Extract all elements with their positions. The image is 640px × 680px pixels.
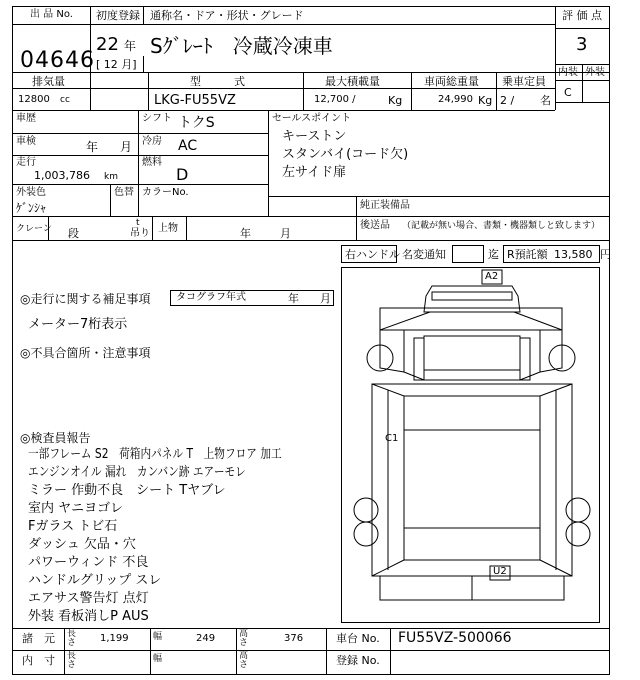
defects-label: ◎不具合箇所・注意事項 xyxy=(20,346,151,360)
until-label: 迄 xyxy=(488,248,499,261)
height-label: 高さ xyxy=(239,629,249,648)
original-equipment-label: 純正装備品 xyxy=(360,200,410,211)
name-change-notice-box xyxy=(452,245,484,263)
tachograph-month: 月 xyxy=(320,292,331,305)
max-load-unit: Kg xyxy=(388,94,403,107)
exterior-label: 外装 xyxy=(585,67,605,78)
inspection-year: 年 xyxy=(86,140,99,154)
inspector-line-6: ダッシュ 欠品・穴 xyxy=(28,537,136,552)
gross-weight-label: 車両総重量 xyxy=(424,75,479,88)
mileage-value: 1,003,786 xyxy=(34,169,90,182)
first-registration-label: 初度登録 xyxy=(96,9,140,22)
registration-number-label: 登録 No. xyxy=(336,654,380,667)
upper-body-label: 上物 xyxy=(158,223,178,234)
inspector-line-9: エアサス警告灯 点灯 xyxy=(28,591,149,606)
registration-year: 22 xyxy=(96,34,119,55)
registration-year-unit: 年 xyxy=(124,39,137,53)
crane-stage-unit: 段 xyxy=(68,227,79,240)
width-label: 幅 xyxy=(153,632,163,642)
displacement-label: 排気量 xyxy=(32,75,65,88)
driving-note: メーター7桁表示 xyxy=(28,317,128,332)
sales-points-label: セールスポイント xyxy=(272,113,352,124)
gross-weight-unit: Kg xyxy=(478,94,493,107)
aftermarket-note: （記載が無い場合、書類・機器類しと致します） xyxy=(402,221,601,231)
inspector-line-10: 外装 看板消しP AUS xyxy=(28,609,149,624)
inspector-report-label: ◎検査員報告 xyxy=(20,431,91,445)
overall-score: 3 xyxy=(576,34,588,55)
driving-notes-label: ◎走行に関する補足事項 xyxy=(20,292,151,306)
inner-height-label: 高さ xyxy=(239,651,249,670)
gross-weight-value: 24,990 xyxy=(438,94,473,105)
displacement-value: 12800 xyxy=(18,94,50,105)
color-label: 外装色 xyxy=(16,187,46,198)
damage-mark-c1: C1 xyxy=(385,433,399,444)
height-value: 376 xyxy=(284,633,304,644)
inner-length-label: 長さ xyxy=(67,651,77,670)
tachograph-label: タコグラフ年式 xyxy=(176,292,246,303)
sales-point-2: スタンバイ(コード欠) xyxy=(282,147,409,162)
mileage-unit: km xyxy=(104,172,118,182)
sales-point-3: 左サイド扉 xyxy=(282,165,347,180)
length-value: 1,199 xyxy=(100,633,129,644)
interior-grade: C xyxy=(564,86,572,99)
color-value: ｹﾞﾝｼｬ xyxy=(16,201,47,215)
dimensions-label: 諸 元 xyxy=(22,632,55,645)
recycle-deposit-amount: 13,580 xyxy=(554,248,593,261)
lot-number: 04646 xyxy=(20,48,95,73)
inspector-line-2: エンジンオイル 漏れ カンバン跡 エアーモレ xyxy=(28,465,246,480)
model-code: LKG-FU55VZ xyxy=(154,93,236,108)
aftermarket-label: 後送品 xyxy=(360,220,390,231)
inner-dimensions-label: 内 寸 xyxy=(22,654,55,667)
crane-hoist-unit: 吊り xyxy=(130,228,150,239)
inspector-line-3: ミラー 作動不良 シート Tヤブレ xyxy=(28,483,226,498)
shift-value: トクS xyxy=(178,115,215,131)
upper-body-month: 月 xyxy=(280,227,291,240)
recycle-yen: 円 xyxy=(600,248,611,261)
color-change-label: 色替 xyxy=(114,187,134,198)
max-load-value: 12,700 / xyxy=(314,94,356,105)
tachograph-year: 年 xyxy=(288,292,299,305)
name-change-notice-label: 名変通知 xyxy=(402,248,446,261)
damage-mark-a2: A2 xyxy=(485,271,499,282)
lot-label: 出 品 No. xyxy=(30,9,73,20)
crane-ton-unit: t xyxy=(136,218,140,228)
displacement-unit: cc xyxy=(60,95,70,105)
length-label: 長さ xyxy=(67,629,77,648)
capacity-value: 2 / xyxy=(500,94,515,107)
aircon-label: 冷房 xyxy=(142,136,162,147)
inspector-line-4: 室内 ヤニヨゴレ xyxy=(28,501,124,516)
upper-body-year: 年 xyxy=(240,227,251,240)
sales-point-1: キーストン xyxy=(282,129,347,144)
inspector-line-1: 一部フレーム S2 荷箱内パネル T 上物フロア 加工 xyxy=(28,447,282,462)
aircon-value: AC xyxy=(178,138,198,154)
width-value: 249 xyxy=(196,633,216,644)
model-type-label: 型 式 xyxy=(190,75,245,88)
max-load-label: 最大積載量 xyxy=(325,75,380,88)
crane-label: クレーン xyxy=(16,224,52,234)
shift-label: シフト xyxy=(142,113,172,124)
fuel-label: 燃料 xyxy=(142,157,162,168)
steering-side: 右ハンドル xyxy=(345,248,400,261)
capacity-unit: 名 xyxy=(540,94,551,107)
model-name-label: 通称名・ドア・形状・グレード xyxy=(150,9,304,22)
fuel-value: D xyxy=(176,165,189,184)
inspector-line-5: Fガラス トビ石 xyxy=(28,519,118,534)
interior-label: 内装 xyxy=(558,67,578,78)
score-label: 評 価 点 xyxy=(562,9,602,22)
inspector-line-8: ハンドルグリップ スレ xyxy=(28,573,162,588)
registration-month: [ 12 月] xyxy=(96,58,137,71)
inner-width-label: 幅 xyxy=(153,654,163,664)
mileage-label: 走行 xyxy=(16,157,36,168)
capacity-label: 乗車定員 xyxy=(502,75,546,88)
inspection-month: 月 xyxy=(120,140,133,154)
inspection-label: 車検 xyxy=(16,136,36,147)
history-label: 車歴 xyxy=(16,113,36,124)
color-number-label: カラーNo. xyxy=(142,187,189,198)
damage-mark-u2: U2 xyxy=(493,566,507,577)
recycle-deposit-label: R預託額 xyxy=(507,248,548,261)
model-name: Sｸﾞﾚｰﾄ 冷蔵冷凍車 xyxy=(150,34,333,58)
inspector-line-7: パワーウィンド 不良 xyxy=(28,555,149,570)
chassis-number-label: 車台 No. xyxy=(336,632,380,645)
chassis-number: FU55VZ-500066 xyxy=(398,630,512,646)
